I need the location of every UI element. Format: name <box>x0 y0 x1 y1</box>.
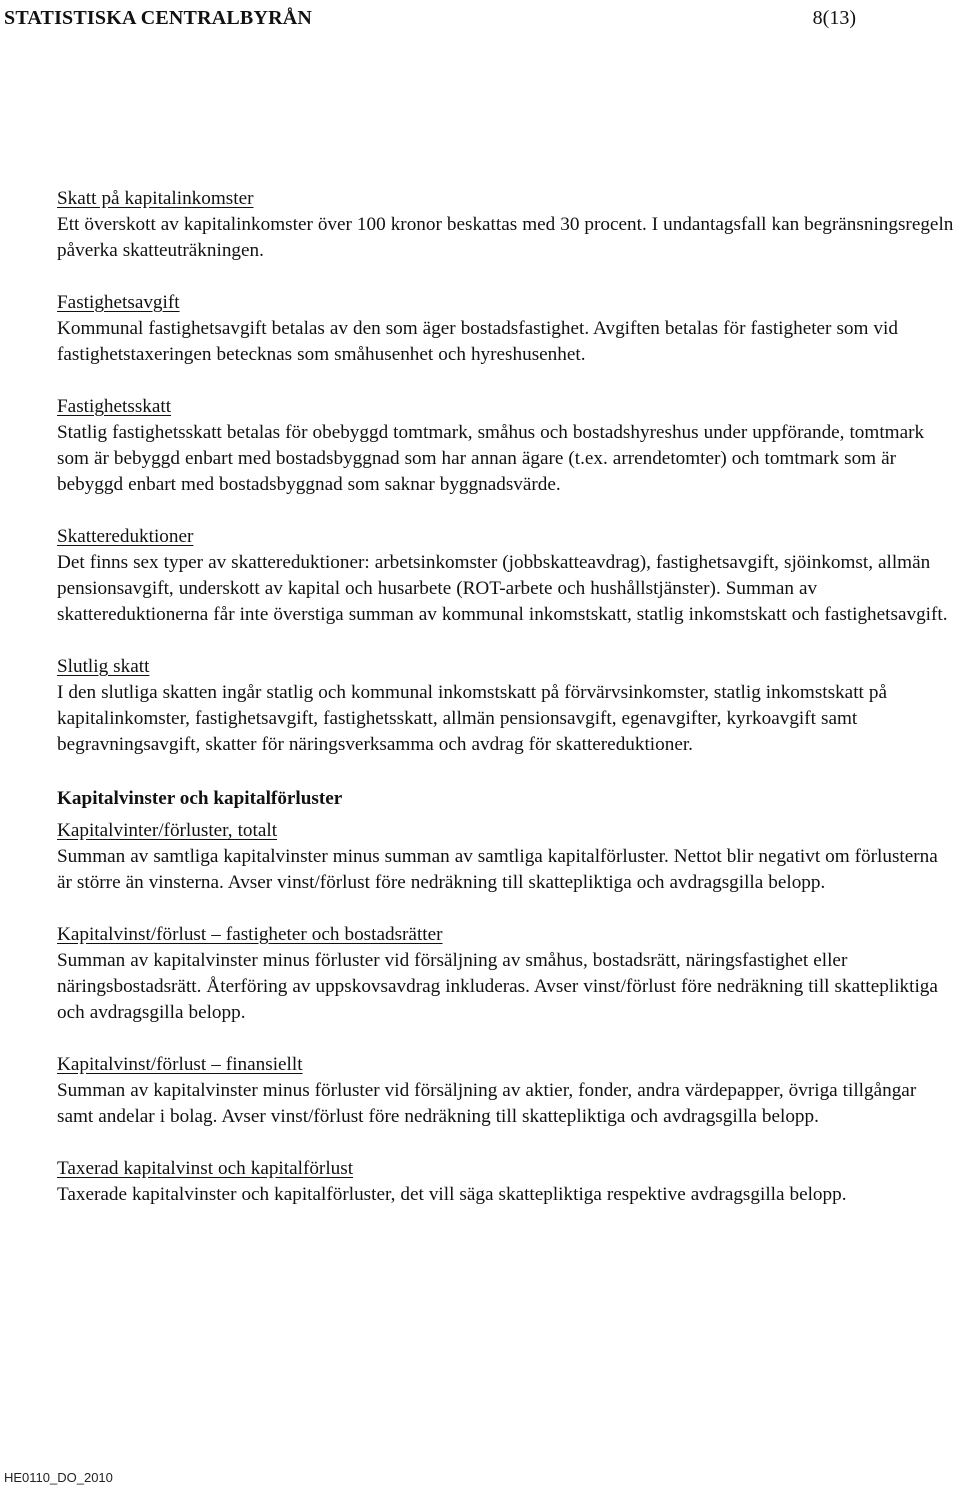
section-text: Det finns sex typer av skattereduktioner: arbetsinkomster (jobbskatteavdrag), fastighetsavgift, sjöinkomst, allmän pensionsavgift, underskott av kapital och husarbete (ROT-arbete och hushållstjänster). Summan av skattereduktionerna får inte överstiga summan av kommunal inkomstskatt, statlig inkomstskatt och fastighetsavgift. <box>57 552 948 625</box>
section-kapitalvinster-totalt <box>57 818 957 896</box>
section-skattereduktioner <box>57 524 957 628</box>
section-text: Summan av kapitalvinster minus förluster vid försäljning av småhus, bostadsrätt, näringsfastighet eller näringsbostadsrätt. Återföring av uppskovsavdrag inkluderas. Avser vinst/förlust före nedräkning till skattepliktiga och avdragsgilla belopp. <box>57 950 938 1023</box>
section-title: Kapitalvinter/förluster, totalt <box>57 820 278 841</box>
page-number: 8(13) <box>812 7 856 29</box>
section-title: Taxerad kapitalvinst och kapitalförlust <box>57 1158 354 1179</box>
section-title: Fastighetsavgift <box>57 292 180 313</box>
section-slutlig-skatt <box>57 654 957 758</box>
section-kapitalvinst-fastigheter <box>57 922 957 1026</box>
document-id: HE0110_DO_2010 <box>4 1470 113 1485</box>
section-title: Skattereduktioner <box>57 526 194 547</box>
page-header <box>4 6 856 30</box>
section-fastighetsskatt <box>57 394 957 498</box>
main-heading: Kapitalvinster och kapitalförluster <box>57 788 343 809</box>
section-title: Kapitalvinst/förlust – finansiellt <box>57 1054 303 1075</box>
section-text: Taxerade kapitalvinster och kapitalförluster, det vill säga skattepliktiga respektive avdragsgilla belopp. <box>57 1184 847 1205</box>
section-text: Ett överskott av kapitalinkomster över 100 kronor beskattas med 30 procent. I undantagsfall kan begränsningsregeln påverka skatteuträkningen. <box>57 214 954 261</box>
section-title: Skatt på kapitalinkomster <box>57 188 254 209</box>
organization-name: STATISTISKA CENTRALBYRÅN <box>4 7 313 29</box>
section-text: I den slutliga skatten ingår statlig och kommunal inkomstskatt på förvärvsinkomster, statlig inkomstskatt på kapitalinkomster, fastighetsavgift, fastighetsskatt, allmän pensionsavgift, egenavgifter, kyrkoavgift samt begravningsavgift, skatter för näringsverksamma och avdrag för skattereduktioner. <box>57 682 887 755</box>
section-kapitalvinst-finansiellt <box>57 1052 957 1130</box>
section-text: Kommunal fastighetsavgift betalas av den som äger bostadsfastighet. Avgiften betalas för fastigheter som vid fastighetstaxeringen betecknas som småhusenhet och hyreshusenhet. <box>57 318 898 365</box>
section-title: Slutlig skatt <box>57 656 150 677</box>
section-fastighetsavgift <box>57 290 957 368</box>
section-title: Fastighetsskatt <box>57 396 172 417</box>
section-taxerad-kapitalvinst <box>57 1156 957 1208</box>
document-body <box>57 186 957 1208</box>
section-title: Kapitalvinst/förlust – fastigheter och bostadsrätter <box>57 924 443 945</box>
section-text: Summan av samtliga kapitalvinster minus summan av samtliga kapitalförluster. Nettot blir negativt om förlusterna är större än vinsterna. Avser vinst/förlust före nedräkning till skattepliktiga och avdragsgilla belopp. <box>57 846 938 893</box>
section-skatt-pa-kapitalinkomster <box>57 186 957 264</box>
section-text: Summan av kapitalvinster minus förluster vid försäljning av aktier, fonder, andra värdepapper, övriga tillgångar samt andelar i bolag. Avser vinst/förlust före nedräkning till skattepliktiga och avdragsgilla belopp. <box>57 1080 917 1127</box>
section-text: Statlig fastighetsskatt betalas för obebyggd tomtmark, småhus och bostadshyreshus under uppförande, tomtmark som är bebyggd enbart med bostadsbyggnad som har annan ägare (t.ex. arrendetomter) och tomtmark som är bebyggd enbart med bostadsbyggnad som saknar byggnadsvärde. <box>57 422 925 495</box>
